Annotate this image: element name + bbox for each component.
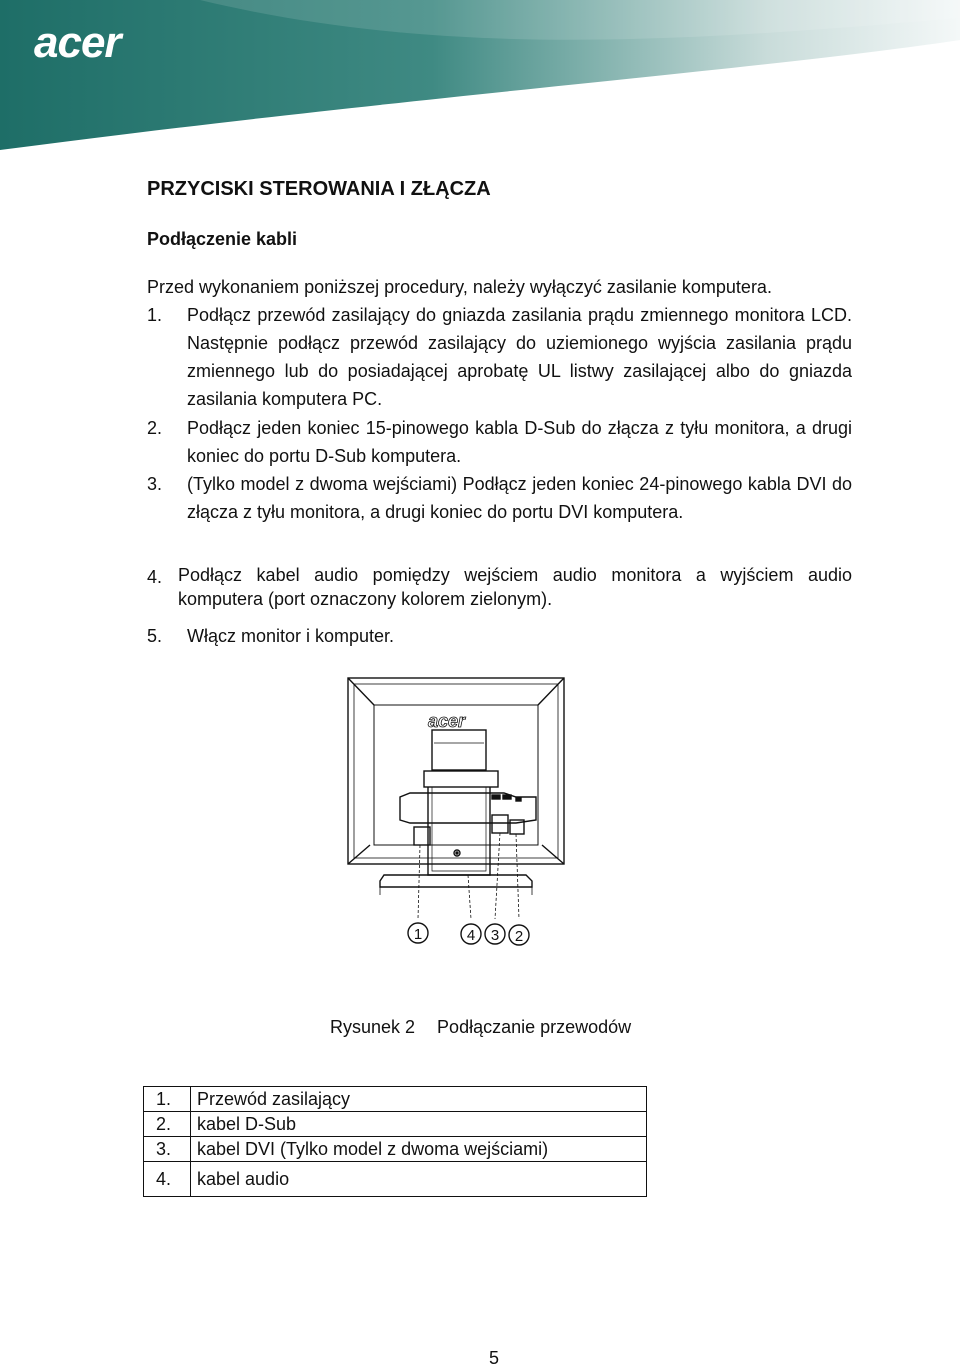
- section-title: PRZYCISKI STEROWANIA I ZŁĄCZA: [147, 178, 491, 200]
- table-row: [144, 1087, 647, 1112]
- svg-text:3: 3: [490, 927, 500, 944]
- callout-1: [408, 923, 428, 943]
- legend-number: 2.: [144, 1112, 191, 1137]
- legend-label: kabel DVI (Tylko model z dwoma wejściami): [191, 1137, 647, 1162]
- step-2: [147, 414, 852, 470]
- legend-label: Przewód zasilający: [191, 1087, 647, 1112]
- callout-4: [461, 924, 481, 944]
- step-text: Podłącz jeden koniec 15-pinowego kabla D-Sub do złącza z tyłu monitora, a drugi koniec do portu D-Sub komputera.: [187, 418, 852, 466]
- step-text: Włącz monitor i komputer.: [187, 626, 395, 646]
- step-number: 5.: [147, 626, 163, 646]
- table-row: [144, 1112, 647, 1137]
- subsection-title: Podłączenie kabli: [147, 229, 298, 249]
- header-banner: [0, 0, 960, 150]
- legend-number: 3.: [144, 1137, 191, 1162]
- cable-legend-table: [143, 1086, 647, 1197]
- callout-3: [485, 924, 505, 944]
- callout-2: [509, 925, 529, 945]
- svg-text:1: 1: [413, 926, 423, 943]
- svg-text:4: 4: [466, 927, 476, 944]
- legend-number: 4.: [144, 1162, 191, 1197]
- step-number: 3.: [147, 474, 163, 494]
- step-text: Podłącz kabel audio pomiędzy wejściem audio monitora a wyjściem audio komputera (port oznaczony kolorem zielonym).: [178, 565, 852, 609]
- legend-label: kabel D-Sub: [191, 1112, 647, 1137]
- figure-caption: [330, 1017, 631, 1038]
- legend-label: kabel audio: [191, 1162, 647, 1197]
- legend-number: 1.: [144, 1087, 191, 1112]
- step-number: 2.: [147, 418, 163, 438]
- table-row: [144, 1137, 647, 1162]
- step-3: [147, 470, 852, 526]
- caption-text: Podłączanie przewodów: [437, 1017, 632, 1037]
- step-text: Podłącz przewód zasilający do gniazda zasilania prądu zmiennego monitora LCD. Następnie podłącz przewód zasilający do uziemionego wyjścia zasilania prądu zmiennego lub do posiadającej aprobatę UL listwy zasilającej albo do gniazda zasilania komputera PC.: [187, 305, 852, 409]
- step-4: [147, 563, 852, 611]
- step-5: [147, 622, 852, 650]
- step-number: 1.: [147, 305, 163, 325]
- svg-text:2: 2: [514, 928, 524, 945]
- caption-label: Rysunek 2: [330, 1017, 416, 1037]
- step-1: [147, 301, 852, 413]
- table-row: [144, 1162, 647, 1197]
- acer-logo: acer: [34, 18, 121, 67]
- monitor-back-illustration: [340, 675, 570, 960]
- page-number: 5: [489, 1348, 500, 1368]
- figure-acer-logo: acer: [428, 711, 466, 731]
- intro-text: Przed wykonaniem poniższej procedury, należy wyłączyć zasilanie komputera.: [147, 277, 772, 297]
- step-text: (Tylko model z dwoma wejściami) Podłącz jeden koniec 24-pinowego kabla DVI do złącza z tyłu monitora, a drugi koniec do portu DVI komputera.: [187, 474, 852, 522]
- step-number: 4.: [147, 567, 163, 587]
